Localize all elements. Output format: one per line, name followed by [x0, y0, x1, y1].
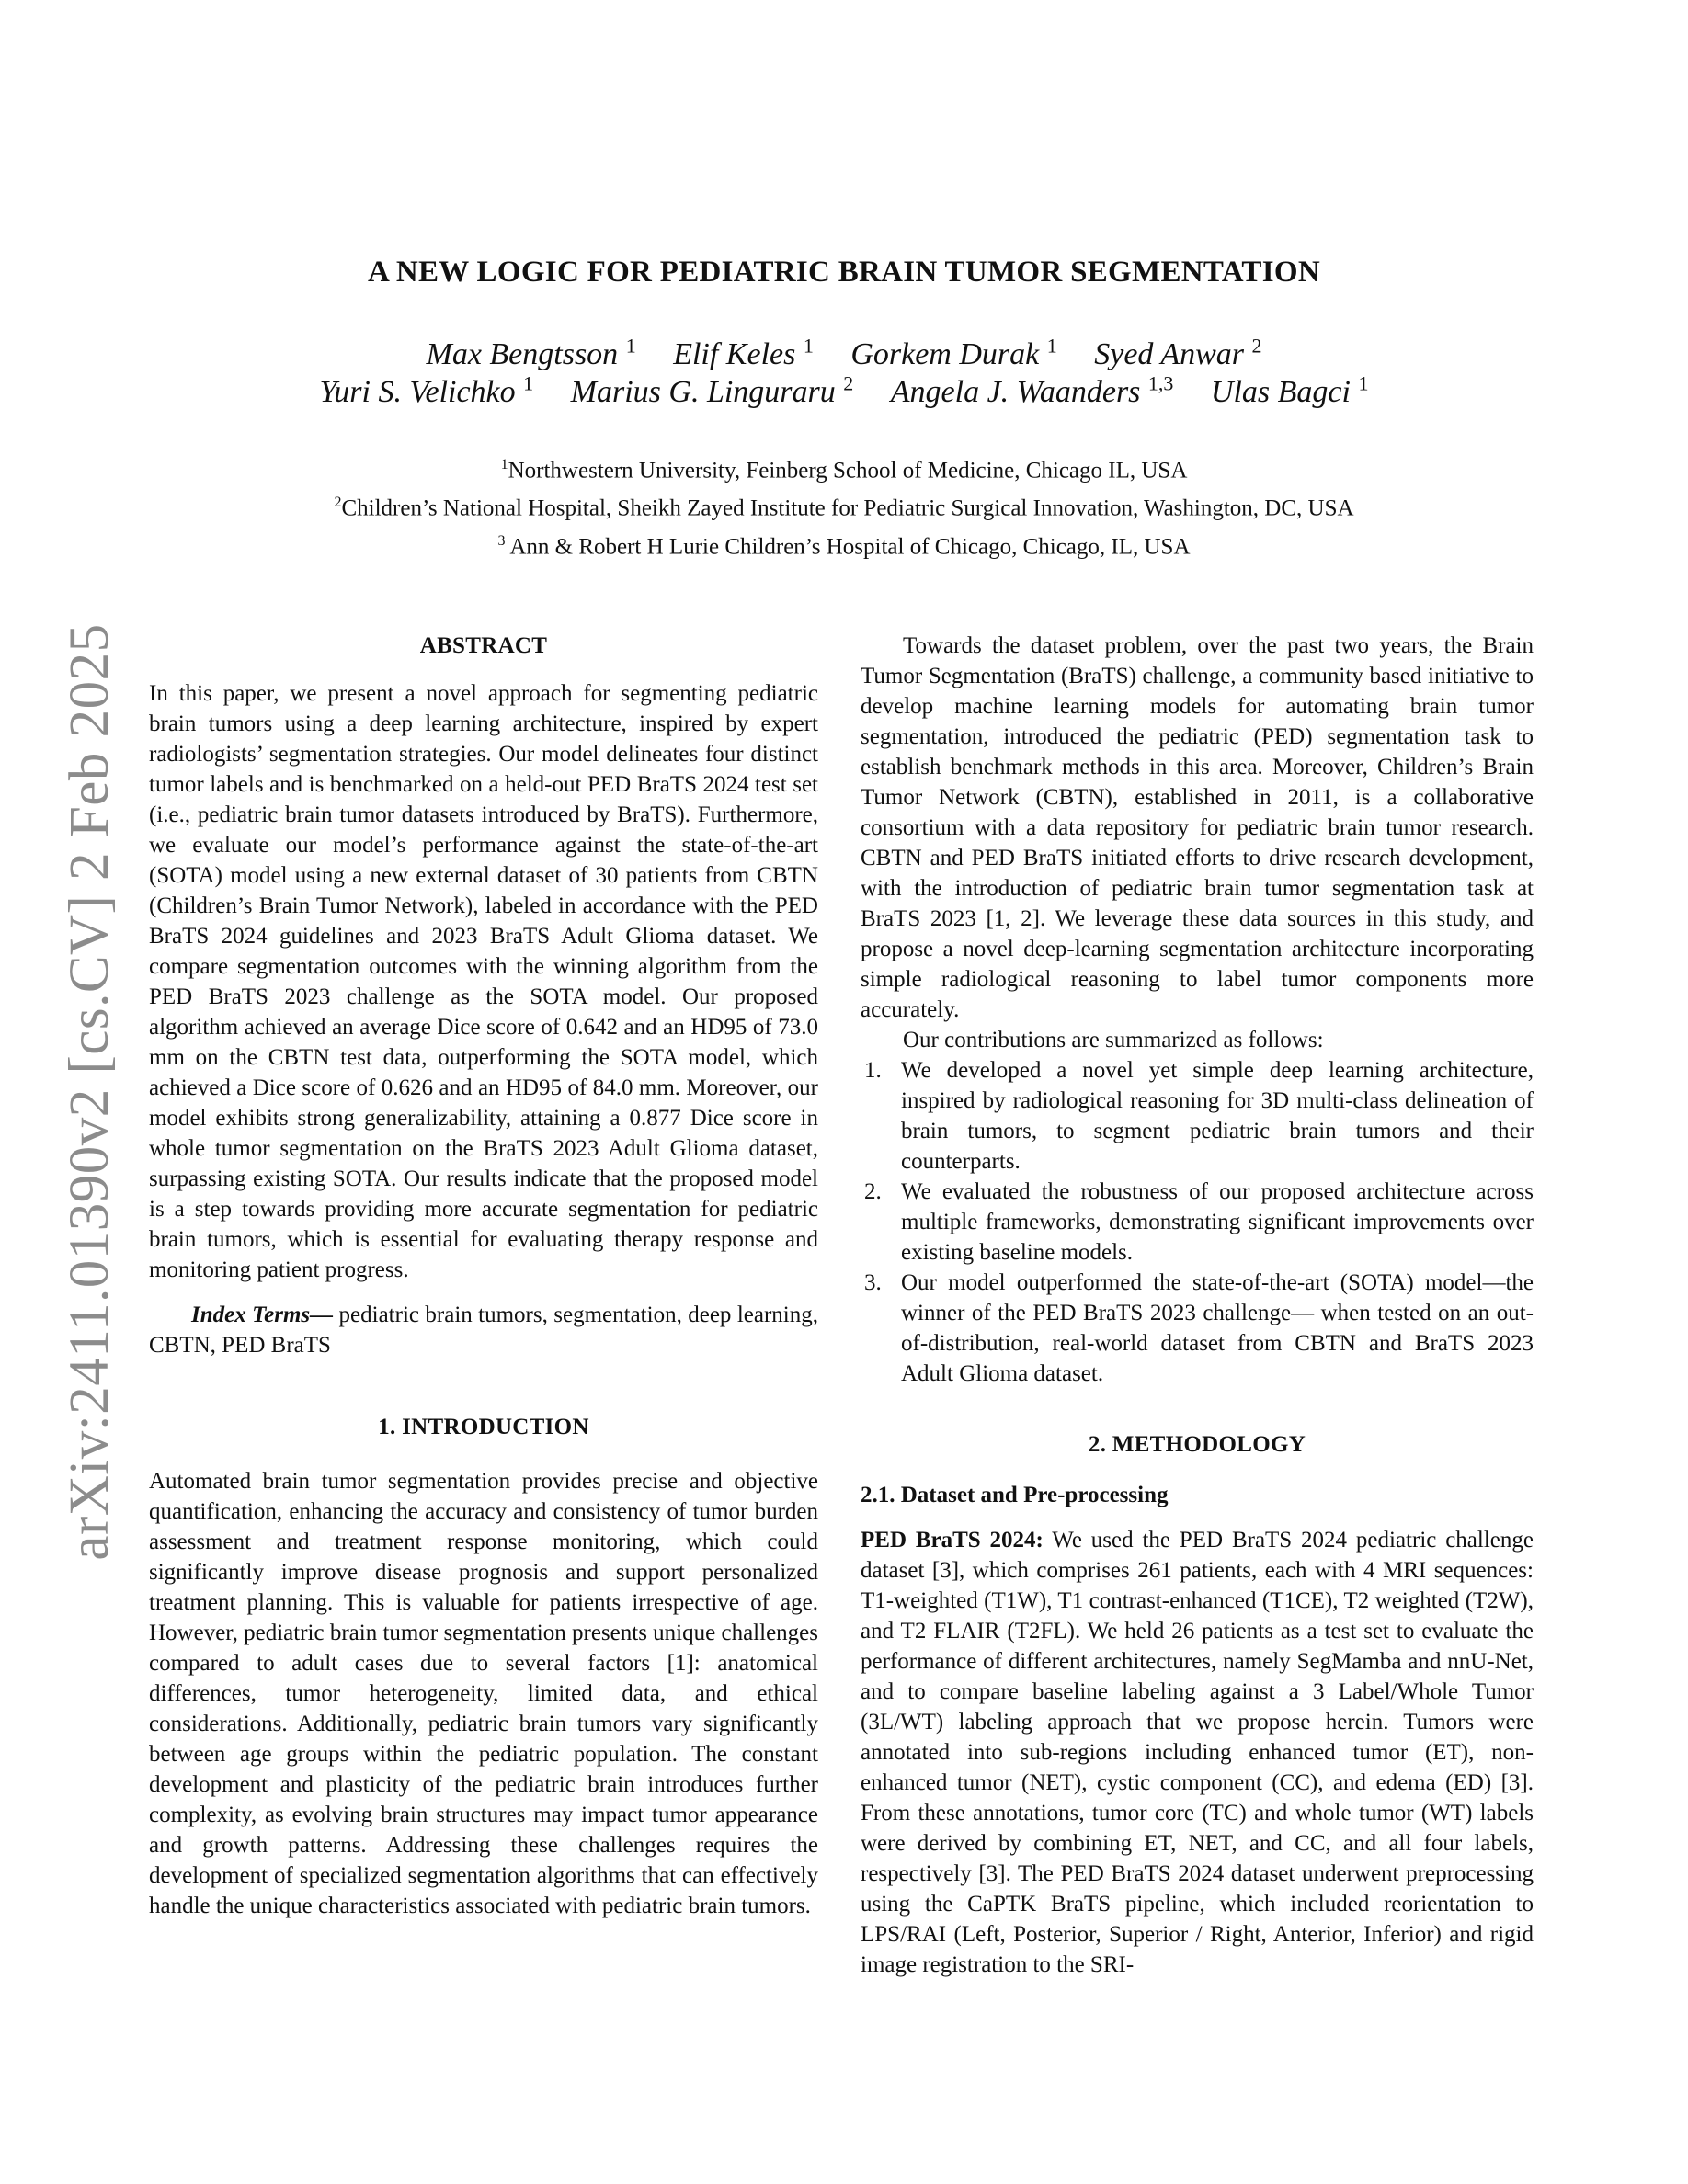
abstract-text: In this paper, we present a novel approach for segmenting pediatric brain tumors using a deep learning architecture, inspired by expert radiologists’ segmentation strategies. Our model delineates four distinct tumor labels and is benchmarked on a held-out PED BraTS 2024 test set (i.e., pediatric brain tumor datasets introduced by BraTS). Furthermore, we evaluate our model’s performance against the state-of-the-art (SOTA) model using a new external dataset of 30 patients from CBTN (Children’s Brain Tumor Network), labeled in accordance with the PED BraTS 2024 guidelines and 2023 BraTS Adult Glioma dataset. We compare segmentation outcomes with the winning algorithm from the PED BraTS 2023 challenge as the SOTA model. Our proposed algorithm achieved an average Dice score of 0.642 and an HD95 of 73.0 mm on the CBTN test data, outperforming the SOTA model, which achieved a Dice score of 0.626 and an HD95 of 84.0 mm. Moreover, our model exhibits strong generalizability, attaining a 0.877 Dice score in whole tumor segmentation on the BraTS 2023 Adult Glioma dataset, surpassing existing SOTA. Our results indicate that the proposed model is a step towards providing more accurate segmentation for pediatric brain tumors, which is essential for evaluating therapy response and monitoring patient progress. — [149, 681, 818, 1282]
affiliation: $^3$ Ann & Robert H Lurie Children’s Hospital of Chicago, Chicago, IL, USA — [497, 533, 1191, 560]
author: Gorkem Durak $^1$ — [850, 335, 1057, 372]
list-item: 2. We evaluated the robustness of our proposed architecture across multiple frameworks, demonstrating significant improvements over existing baseline models. — [864, 1179, 1534, 1265]
right-column — [861, 631, 1534, 1980]
intro-paragraph: Towards the dataset problem, over the past two years, the Brain Tumor Segmentation (BraTS) challenge, a community based initiative to develop machine learning models for automating brain tumor segmentation, introduced the pediatric (PED) segmentation task to establish benchmark methods in this area. Moreover, Children’s Brain Tumor Network (CBTN), established in 2011, is a collaborative consortium with a data repository for pediatric brain tumor research. CBTN and PED BraTS initiated efforts to drive research development, with the introduction of pediatric brain tumor segmentation task at BraTS 2023 [1, 2]. We leverage these data sources in this study, and propose a novel deep-learning segmentation architecture incorporating simple radiological reasoning to label tumor components more accurately. — [861, 633, 1534, 1022]
contributions-intro: Our contributions are summarized as follows: — [903, 1028, 1324, 1052]
methodology-heading: 2. METHODOLOGY — [1088, 1432, 1306, 1457]
affiliation: $^2$Children’s National Hospital, Sheikh Zayed Institute for Pediatric Surgical Innovation, Washington, DC, USA — [334, 495, 1354, 521]
author: Marius G. Linguraru $^2$ — [570, 372, 854, 410]
introduction-heading: 1. INTRODUCTION — [378, 1415, 589, 1439]
author: Syed Anwar $^2$ — [1094, 335, 1262, 372]
author: Yuri S. Velichko $^1$ — [319, 372, 534, 410]
contributions-list — [861, 1055, 1534, 1389]
left-column — [149, 631, 818, 1921]
index-terms: Index Terms— pediatric brain tumors, segmentation, deep learning, CBTN, PED BraTS — [149, 1302, 818, 1358]
index-terms-label: Index Terms— — [191, 1302, 334, 1327]
paper-title: A NEW LOGIC FOR PEDIATRIC BRAIN TUMOR SEGMENTATION — [368, 256, 1320, 289]
list-item: 1. We developed a novel yet simple deep learning architecture, inspired by radiological reasoning for 3D multi-class delineation of brain tumors, to segment pediatric brain tumors and their counterparts. — [864, 1058, 1534, 1174]
author: Max Bengtsson $^1$ — [426, 335, 636, 372]
author: Ulas Bagci $^1$ — [1210, 372, 1369, 410]
arxiv-stamp-text: arXiv:2411.01390v2 [cs.CV] 2 Feb 2025 — [59, 623, 120, 1561]
author: Elif Keles $^1$ — [673, 335, 814, 372]
abstract-heading: ABSTRACT — [419, 633, 548, 658]
dataset-paragraph: PED BraTS 2024: We used the PED BraTS 2024 pediatric challenge dataset [3], which comprises 261 patients, each with 4 MRI sequences: T1-weighted (T1W), T1 contrast-enhanced (T1CE), T2 weighted (T2W), and T2 FLAIR (T2FL). We held 26 patients as a test set to evaluate the performance of different architectures, namely SegMamba and nnU-Net, and to compare baseline labeling against a 3 Label/Whole Tumor (3L/WT) labeling approach that we propose herein. Tumors were annotated into sub-regions including enhanced tumor (ET), non-enhanced tumor (NET), cystic component (CC), and edema (ED) [3]. From these annotations, tumor core (TC) and whole tumor (WT) labels were derived by combining ET, NET, and CC, and all four labels, respectively [3]. The PED BraTS 2024 dataset underwent preprocessing using the CaPTK BraTS pipeline, which included reorientation to LPS/RAI (Left, Posterior, Superior / Right, Anterior, Inferior) and rigid image registration to the SRI- — [861, 1528, 1534, 1977]
author: Angela J. Waanders $^{1,3}$ — [890, 372, 1174, 410]
list-item: 3. Our model outperformed the state-of-the-art (SOTA) model—the winner of the PED BraTS 2023 challenge— when tested on an out-of-distribution, real-world dataset from CBTN and BraTS 2023 Adult Glioma dataset. — [864, 1270, 1534, 1386]
authors-line-2 — [0, 372, 1688, 410]
affiliation: $^1$Northwestern University, Feinberg School of Medicine, Chicago IL, USA — [500, 457, 1188, 483]
dataset-label: PED BraTS 2024: — [861, 1528, 1044, 1553]
intro-paragraph: Automated brain tumor segmentation provides precise and objective quantification, enhancing the accuracy and consistency of tumor burden assessment and treatment response monitoring, which could significantly improve disease prognosis and support personalized treatment planning. This is valuable for patients irrespective of age. However, pediatric brain tumor segmentation presents unique challenges compared to adult cases due to several factors [1]: anatomical differences, tumor heterogeneity, limited data, and ethical considerations. Additionally, pediatric brain tumors vary significantly between age groups within the pediatric population. The constant development and plasticity of the pediatric brain introduces further complexity, as evolving brain structures may impact tumor appearance and growth patterns. Addressing these challenges requires the development of specialized segmentation algorithms that can effectively handle the unique characteristics associated with pediatric brain tumors. — [149, 1469, 818, 1918]
subsection-heading: 2.1. Dataset and Pre-processing — [861, 1483, 1169, 1507]
authors-line-1 — [0, 335, 1688, 372]
